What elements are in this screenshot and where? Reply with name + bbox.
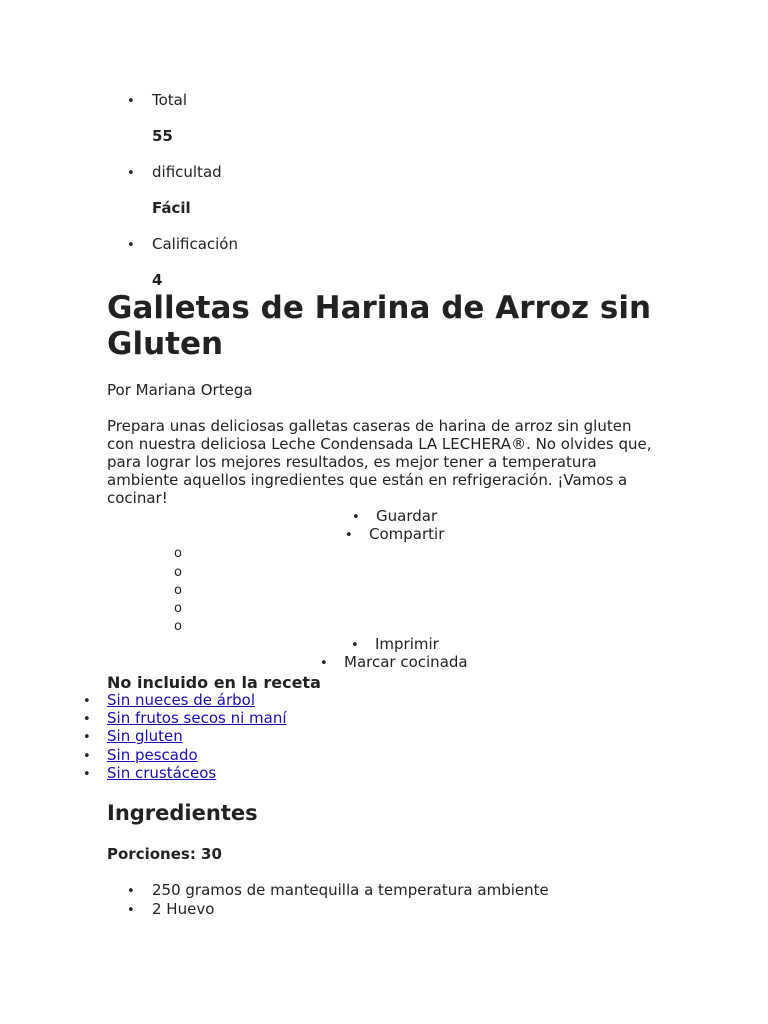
bullet-icon: •: [83, 694, 91, 709]
print-button[interactable]: Imprimir: [375, 635, 439, 653]
recipe-author: Por Mariana Ortega: [107, 381, 253, 399]
bullet-icon: •: [352, 510, 360, 525]
share-option-icon[interactable]: o: [174, 583, 182, 598]
stat-rating-value: 4: [152, 271, 163, 289]
bullet-icon: •: [127, 884, 135, 899]
description-line: ambiente aquellos ingredientes que están en refrigeración. ¡Vamos a: [107, 471, 628, 489]
bullet-icon: •: [83, 712, 91, 727]
bullet-icon: •: [127, 94, 135, 109]
stat-total-label: Total: [152, 91, 188, 109]
share-option-icon[interactable]: o: [174, 619, 182, 634]
share-option-icon[interactable]: o: [174, 601, 182, 616]
share-button[interactable]: Compartir: [369, 525, 445, 543]
page-title: [107, 290, 651, 362]
share-option-icon[interactable]: o: [174, 565, 182, 580]
bullet-icon: •: [345, 528, 353, 543]
mark-cooked-button[interactable]: Marcar cocinada: [344, 653, 468, 671]
bullet-icon: •: [83, 767, 91, 782]
bullet-icon: •: [83, 730, 91, 745]
stat-total-value: 55: [152, 127, 173, 145]
bullet-icon: •: [127, 903, 135, 918]
link-no-gluten[interactable]: Sin gluten: [107, 727, 183, 745]
description-line: con nuestra deliciosa Leche Condensada LA LECHERA®. No olvides que,: [107, 435, 652, 453]
description-line: Prepara unas deliciosas galletas caseras de harina de arroz sin gluten: [107, 417, 632, 435]
stat-difficulty-label: dificultad: [152, 163, 222, 181]
link-no-shellfish[interactable]: Sin crustáceos: [107, 764, 217, 782]
stat-rating-label: Calificación: [152, 235, 238, 253]
stat-difficulty-value: Fácil: [152, 199, 191, 217]
link-no-tree-nuts[interactable]: Sin nueces de árbol: [107, 691, 256, 709]
save-button[interactable]: Guardar: [376, 507, 438, 525]
title-line-2: Gluten: [107, 326, 224, 362]
bullet-icon: •: [83, 749, 91, 764]
bullet-icon: •: [127, 238, 135, 253]
link-no-fish[interactable]: Sin pescado: [107, 746, 198, 764]
link-no-nuts-peanuts[interactable]: Sin frutos secos ni maní: [107, 709, 287, 727]
recipe-description: [107, 417, 652, 507]
ingredients-heading: Ingredientes: [107, 801, 258, 825]
title-line-1: Galletas de Harina de Arroz sin: [107, 290, 652, 326]
bullet-icon: •: [320, 656, 328, 671]
bullet-icon: •: [351, 638, 359, 653]
ingredient-item: 250 gramos de mantequilla a temperatura ambiente: [152, 881, 549, 899]
ingredient-item: 2 Huevo: [152, 900, 215, 918]
not-included-heading: No incluido en la receta: [107, 673, 321, 692]
description-line: cocinar!: [107, 489, 168, 507]
description-line: para lograr los mejores resultados, es mejor tener a temperatura: [107, 453, 597, 471]
bullet-icon: •: [127, 166, 135, 181]
portions-label: Porciones: 30: [107, 845, 222, 863]
share-option-icon[interactable]: o: [174, 546, 182, 561]
